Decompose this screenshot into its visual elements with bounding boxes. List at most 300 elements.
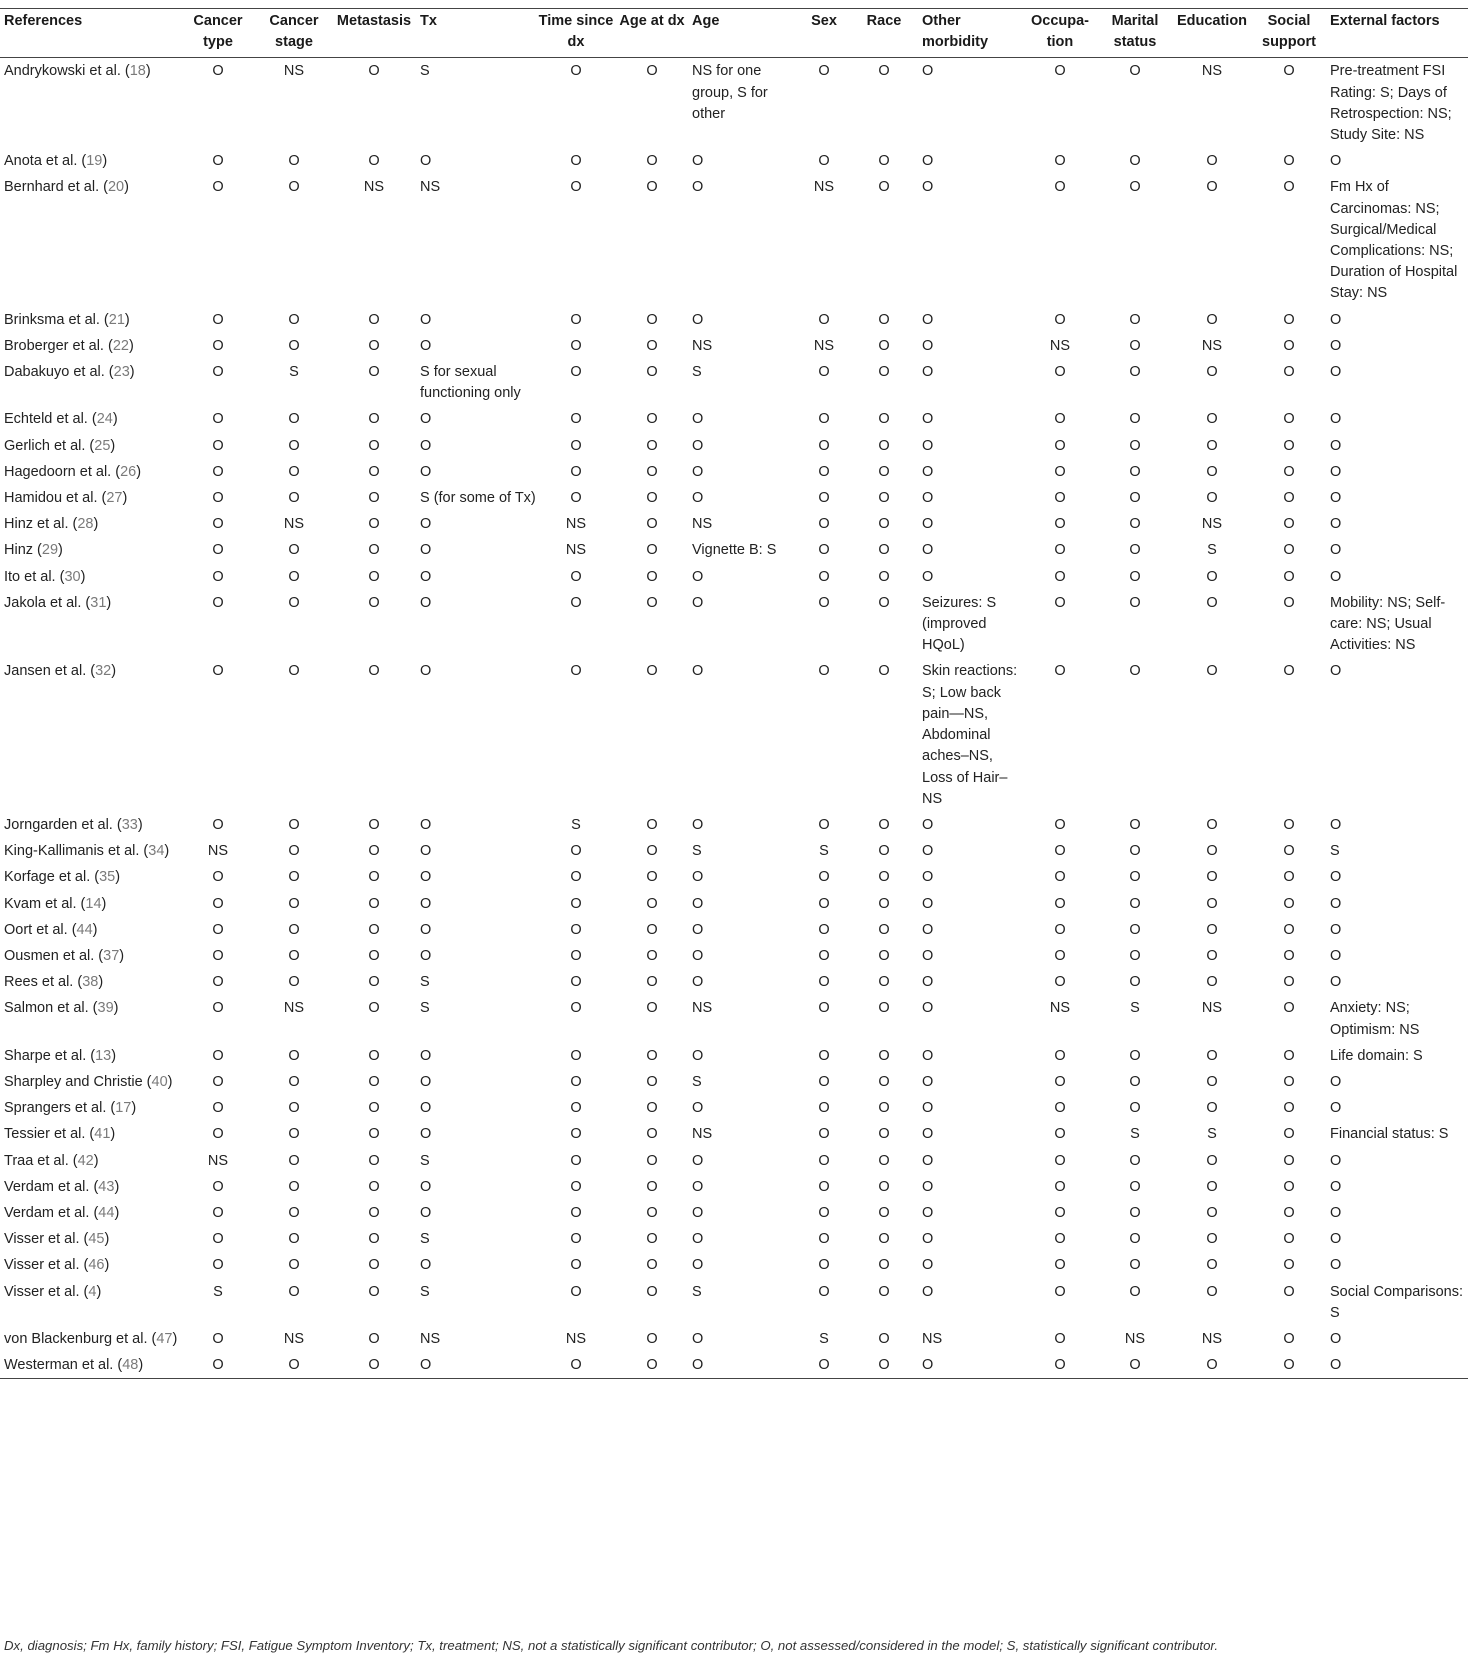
table-cell: O: [368, 663, 380, 680]
table-cell: O: [288, 411, 300, 428]
table-cell: O: [1129, 895, 1141, 912]
table-cell: O: [368, 463, 380, 480]
reference-cell: Hagedoorn et al. (26): [4, 463, 142, 480]
table-cell: O: [212, 816, 224, 833]
table-cell: S: [213, 1283, 223, 1300]
table-cell: O: [420, 311, 432, 328]
table-cell: O: [1206, 1152, 1218, 1169]
table-cell: O: [922, 1126, 934, 1143]
table-cell: S: [692, 1283, 702, 1300]
column-header: Other morbidity: [922, 13, 989, 51]
table-cell: O: [646, 843, 658, 860]
table-row: [0, 1095, 1468, 1121]
table-cell: O: [922, 1283, 934, 1300]
table-cell: O: [212, 63, 224, 80]
table-cell: O: [288, 1178, 300, 1195]
reference-author: Jakola et al.: [4, 594, 82, 611]
table-cell: NS: [283, 1330, 305, 1347]
table-row: [0, 658, 1468, 811]
reference-number: 39: [97, 1000, 114, 1017]
column-header: Sex: [811, 13, 837, 29]
column-header: Social support: [1262, 13, 1316, 51]
reference-cell: Anota et al. (19): [4, 153, 108, 170]
table-cell: O: [692, 463, 704, 480]
table-cell: O: [922, 153, 934, 170]
table-cell: O: [1283, 1073, 1295, 1090]
table-cell: O: [646, 869, 658, 886]
table-cell: O: [818, 437, 830, 454]
table-row: [0, 174, 1468, 306]
reference-number: 46: [88, 1257, 105, 1274]
reference-number: 48: [122, 1357, 139, 1374]
table-cell: O: [692, 663, 704, 680]
table-cell: O: [1283, 1047, 1295, 1064]
table-cell: O: [818, 516, 830, 533]
table-cell: O: [420, 1357, 432, 1374]
reference-cell: Visser et al. (46): [4, 1257, 110, 1274]
table-cell: O: [878, 1283, 890, 1300]
table-cell: O: [1330, 1330, 1342, 1347]
table-cell: O: [1129, 516, 1141, 533]
table-cell: O: [646, 1000, 658, 1017]
table-cell: O: [1129, 1231, 1141, 1248]
reference-cell: Traa et al. (42): [4, 1152, 99, 1169]
table-cell: O: [420, 921, 432, 938]
table-cell: O: [1283, 1330, 1295, 1347]
table-cell: O: [368, 516, 380, 533]
table-cell: O: [818, 1126, 830, 1143]
table-cell: S: [692, 1073, 702, 1090]
table-cell: O: [818, 921, 830, 938]
table-cell: O: [1283, 568, 1295, 585]
table-cell: O: [1206, 1257, 1218, 1274]
table-cell: O: [646, 1204, 658, 1221]
table-cell: O: [1206, 463, 1218, 480]
table-cell: O: [646, 1283, 658, 1300]
table-cell: O: [420, 437, 432, 454]
table-cell: O: [368, 153, 380, 170]
table-cell: O: [1054, 974, 1066, 991]
table-cell: O: [1283, 974, 1295, 991]
table-cell: O: [368, 895, 380, 912]
table-cell: S: [819, 843, 829, 860]
table-cell: S: [1330, 843, 1340, 860]
reference-author: Ito et al.: [4, 568, 56, 585]
table-cell: O: [692, 594, 704, 611]
table-cell: O: [420, 568, 432, 585]
table-cell: O: [420, 895, 432, 912]
table-cell: O: [878, 1231, 890, 1248]
table-cell: NS: [692, 1000, 713, 1017]
table-cell: O: [570, 411, 582, 428]
table-cell: O: [818, 816, 830, 833]
table-cell: O: [1206, 1100, 1218, 1117]
reference-number: 33: [121, 816, 138, 833]
table-cell: O: [288, 179, 300, 196]
table-cell: O: [878, 1178, 890, 1195]
table-cell: O: [1129, 337, 1141, 354]
table-cell: S: [1207, 1126, 1217, 1143]
reference-cell: Andrykowski et al. (18): [4, 63, 151, 80]
table-cell: O: [288, 1231, 300, 1248]
table-cell: S: [420, 1283, 430, 1300]
table-cell: NS: [420, 1330, 441, 1347]
table-cell: O: [1330, 411, 1342, 428]
table-cell: O: [646, 516, 658, 533]
table-cell: O: [1330, 153, 1342, 170]
table-cell: O: [1206, 1357, 1218, 1374]
table-cell: O: [646, 1047, 658, 1064]
reference-number: 13: [95, 1047, 112, 1064]
table-cell: O: [922, 1178, 934, 1195]
table-cell: O: [570, 1073, 582, 1090]
table-cell: O: [288, 594, 300, 611]
table-cell: O: [368, 1000, 380, 1017]
table-cell: O: [818, 1152, 830, 1169]
reference-number: 42: [77, 1152, 94, 1169]
table-cell: O: [368, 974, 380, 991]
reference-cell: King-Kallimanis et al. (34): [4, 843, 170, 860]
column-header: Cancer stage: [269, 13, 319, 51]
reference-cell: Kvam et al. (14): [4, 895, 107, 912]
table-row: [0, 838, 1468, 864]
table-cell: O: [368, 1357, 380, 1374]
table-cell: O: [288, 1126, 300, 1143]
table-cell: O: [878, 1357, 890, 1374]
table-cell: O: [818, 1283, 830, 1300]
reference-author: Anota et al.: [4, 153, 78, 170]
table-row: [0, 307, 1468, 333]
table-cell: O: [368, 542, 380, 559]
table-cell: O: [570, 843, 582, 860]
reference-cell: Sharpe et al. (13): [4, 1047, 117, 1064]
table-cell: O: [818, 1178, 830, 1195]
table-cell: O: [818, 463, 830, 480]
reference-author: Andrykowski et al.: [4, 63, 121, 80]
table-cell: O: [212, 153, 224, 170]
table-cell: O: [570, 337, 582, 354]
table-cell: O: [922, 1000, 934, 1017]
reference-number: 44: [98, 1204, 115, 1221]
reference-cell: Verdam et al. (44): [4, 1204, 120, 1221]
table-cell: O: [922, 1073, 934, 1090]
table-cell: O: [1129, 1204, 1141, 1221]
table-cell: O: [1206, 411, 1218, 428]
table-cell: O: [646, 542, 658, 559]
table-cell: O: [878, 490, 890, 507]
table-cell: O: [570, 1152, 582, 1169]
table-cell: O: [878, 337, 890, 354]
table-cell: S: [692, 843, 702, 860]
table-cell: O: [288, 663, 300, 680]
table-cell: Social Comparisons: S: [1330, 1283, 1463, 1321]
table-cell: O: [1330, 921, 1342, 938]
table-cell: Vignette B: S: [692, 542, 777, 559]
table-cell: O: [570, 490, 582, 507]
table-cell: O: [1283, 311, 1295, 328]
table-cell: NS: [283, 63, 305, 80]
column-header: Marital status: [1111, 13, 1159, 51]
table-cell: O: [368, 594, 380, 611]
table-cell: O: [570, 179, 582, 196]
reference-author: Sharpley and Christie: [4, 1073, 143, 1090]
table-footnote: Dx, diagnosis; Fm Hx, family history; FSI, Fatigue Symptom Inventory; Tx, treatment; NS, not a statistically significant contributor; O, not assessed/considered in the model; S, statistically significant contributor.: [4, 1638, 1218, 1653]
table-cell: O: [646, 364, 658, 381]
table-cell: O: [1283, 516, 1295, 533]
table-cell: O: [692, 1357, 704, 1374]
table-cell: O: [1206, 568, 1218, 585]
table-cell: O: [212, 311, 224, 328]
table-cell: O: [1054, 463, 1066, 480]
table-row: [0, 406, 1468, 432]
table-cell: O: [692, 1204, 704, 1221]
table-cell: O: [1283, 1178, 1295, 1195]
table-cell: O: [570, 1231, 582, 1248]
table-cell: O: [212, 337, 224, 354]
table-cell: O: [646, 463, 658, 480]
reference-number: 35: [99, 869, 116, 886]
table-cell: O: [922, 63, 934, 80]
table-cell: O: [878, 974, 890, 991]
table-cell: O: [288, 542, 300, 559]
column-header: External factors: [1330, 13, 1440, 29]
table-cell: O: [878, 364, 890, 381]
table-cell: NS: [692, 1126, 713, 1143]
table-cell: NS: [1201, 1000, 1223, 1017]
table-cell: O: [1283, 594, 1295, 611]
table-cell: O: [1054, 490, 1066, 507]
table-cell: Mobility: NS; Self-care: NS; Usual Activities: NS: [1330, 594, 1446, 654]
table-cell: O: [1054, 1330, 1066, 1347]
reference-author: Tessier et al.: [4, 1126, 86, 1143]
table-cell: O: [420, 337, 432, 354]
table-cell: O: [420, 947, 432, 964]
table-cell: O: [1206, 1204, 1218, 1221]
table-row: [0, 969, 1468, 995]
table-cell: O: [1330, 1257, 1342, 1274]
table-cell: O: [922, 816, 934, 833]
reference-number: 45: [88, 1231, 105, 1248]
table-cell: O: [288, 1257, 300, 1274]
reference-number: 19: [86, 153, 103, 170]
table-cell: S: [420, 974, 430, 991]
table-cell: O: [1330, 364, 1342, 381]
column-header: References: [4, 13, 83, 29]
table-cell: O: [1206, 437, 1218, 454]
table-cell: O: [1330, 1231, 1342, 1248]
table-cell: O: [922, 179, 934, 196]
reference-author: Dabakuyo et al.: [4, 364, 105, 381]
table-cell: O: [646, 1330, 658, 1347]
reference-author: Visser et al.: [4, 1231, 80, 1248]
table-cell: O: [1283, 1000, 1295, 1017]
table-cell: S: [420, 63, 430, 80]
reference-number: 22: [112, 337, 129, 354]
table-row: [0, 433, 1468, 459]
reference-number: 28: [77, 516, 94, 533]
table-row: [0, 537, 1468, 563]
reference-author: Sprangers et al.: [4, 1100, 107, 1117]
table-cell: O: [368, 437, 380, 454]
table-row: [0, 812, 1468, 838]
table-cell: S: [1130, 1000, 1140, 1017]
reference-cell: Jorngarden et al. (33): [4, 816, 143, 833]
table-cell: O: [878, 1047, 890, 1064]
table-cell: O: [818, 869, 830, 886]
reference-number: 27: [106, 490, 123, 507]
table-cell: O: [570, 364, 582, 381]
table-cell: O: [1206, 311, 1218, 328]
table-cell: O: [420, 816, 432, 833]
table-cell: O: [570, 1283, 582, 1300]
table-row: [0, 995, 1468, 1042]
table-cell: O: [288, 843, 300, 860]
table-cell: O: [1054, 1178, 1066, 1195]
table-row: [0, 1226, 1468, 1252]
reference-cell: Salmon et al. (39): [4, 1000, 119, 1017]
table-cell: O: [818, 63, 830, 80]
table-cell: O: [1054, 1152, 1066, 1169]
table-cell: O: [212, 179, 224, 196]
table-cell: O: [818, 663, 830, 680]
table-row: [0, 564, 1468, 590]
reference-number: 30: [64, 568, 81, 585]
table-cell: NS: [692, 337, 713, 354]
table-cell: O: [1283, 1283, 1295, 1300]
table-cell: O: [1330, 663, 1342, 680]
table-cell: O: [922, 869, 934, 886]
table-cell: O: [1054, 542, 1066, 559]
table-cell: O: [288, 1047, 300, 1064]
table-cell: O: [212, 490, 224, 507]
table-cell: O: [368, 1204, 380, 1221]
table-cell: O: [922, 1152, 934, 1169]
table-cell: O: [922, 437, 934, 454]
table-cell: O: [212, 594, 224, 611]
table-cell: O: [288, 895, 300, 912]
table-cell: O: [570, 63, 582, 80]
table-cell: O: [1129, 869, 1141, 886]
table-cell: O: [818, 490, 830, 507]
table-cell: O: [692, 869, 704, 886]
table-cell: O: [212, 516, 224, 533]
table-cell: O: [1206, 490, 1218, 507]
reference-number: 18: [129, 63, 146, 80]
table-cell: O: [1330, 463, 1342, 480]
table-cell: O: [1054, 869, 1066, 886]
table-cell: O: [878, 816, 890, 833]
column-header: Race: [866, 13, 902, 29]
table-cell: O: [692, 895, 704, 912]
table-cell: O: [1283, 1152, 1295, 1169]
table-cell: O: [1283, 816, 1295, 833]
table-cell: O: [1206, 1231, 1218, 1248]
table-cell: O: [818, 1100, 830, 1117]
table-cell: NS: [565, 542, 587, 559]
table-cell: O: [1129, 1178, 1141, 1195]
table-cell: O: [646, 1100, 658, 1117]
table-cell: O: [646, 1152, 658, 1169]
table-cell: O: [570, 895, 582, 912]
table-cell: O: [692, 311, 704, 328]
table-cell: O: [878, 411, 890, 428]
table-cell: O: [1054, 179, 1066, 196]
table-cell: O: [1206, 179, 1218, 196]
table-cell: O: [878, 437, 890, 454]
table-cell: O: [1330, 816, 1342, 833]
table-cell: NS: [692, 516, 713, 533]
reference-number: 47: [156, 1330, 173, 1347]
reference-author: von Blackenburg et al.: [4, 1330, 148, 1347]
table-cell: O: [288, 869, 300, 886]
table-cell: O: [212, 1126, 224, 1143]
table-cell: NS: [207, 1152, 229, 1169]
table-cell: O: [1330, 895, 1342, 912]
table-cell: NS: [922, 1330, 943, 1347]
table-cell: O: [1330, 542, 1342, 559]
reference-author: Broberger et al.: [4, 337, 104, 354]
table-cell: O: [1206, 816, 1218, 833]
table-cell: S: [420, 1231, 430, 1248]
table-cell: O: [1206, 869, 1218, 886]
table-cell: O: [922, 311, 934, 328]
table-cell: O: [1283, 437, 1295, 454]
table-cell: O: [212, 463, 224, 480]
table-cell: O: [922, 568, 934, 585]
table-cell: O: [922, 1204, 934, 1221]
table-cell: NS: [283, 1000, 305, 1017]
table-cell: O: [1054, 843, 1066, 860]
table-cell: O: [922, 1047, 934, 1064]
table-cell: O: [878, 311, 890, 328]
reference-cell: Broberger et al. (22): [4, 337, 134, 354]
reference-cell: Bernhard et al. (20): [4, 179, 129, 196]
table-cell: O: [646, 1257, 658, 1274]
table-cell: O: [420, 1126, 432, 1143]
table-cell: O: [646, 179, 658, 196]
table-cell: O: [212, 364, 224, 381]
table-cell: O: [878, 869, 890, 886]
table-cell: O: [692, 974, 704, 991]
table-cell: O: [570, 153, 582, 170]
table-cell: O: [878, 1073, 890, 1090]
table-cell: O: [878, 1204, 890, 1221]
table-cell: NS: [1201, 516, 1223, 533]
column-header: Education: [1176, 13, 1248, 29]
column-header: Cancer type: [193, 13, 243, 51]
table-row: [0, 1200, 1468, 1226]
reference-number: 41: [94, 1126, 111, 1143]
table-cell: O: [1054, 568, 1066, 585]
table-cell: O: [570, 463, 582, 480]
reference-cell: Dabakuyo et al. (23): [4, 364, 135, 381]
table-cell: O: [1054, 411, 1066, 428]
column-header: Tx: [420, 13, 437, 29]
table-row: [0, 148, 1468, 174]
table-cell: O: [570, 1257, 582, 1274]
table-cell: O: [922, 542, 934, 559]
table-cell: O: [818, 895, 830, 912]
table-cell: O: [922, 1100, 934, 1117]
reference-cell: Korfage et al. (35): [4, 869, 121, 886]
table-cell: O: [1054, 663, 1066, 680]
table-cell: O: [1330, 1073, 1342, 1090]
table-cell: O: [922, 843, 934, 860]
table-cell: O: [1330, 437, 1342, 454]
table-cell: O: [646, 311, 658, 328]
table-cell: O: [1054, 153, 1066, 170]
table-cell: O: [1330, 947, 1342, 964]
